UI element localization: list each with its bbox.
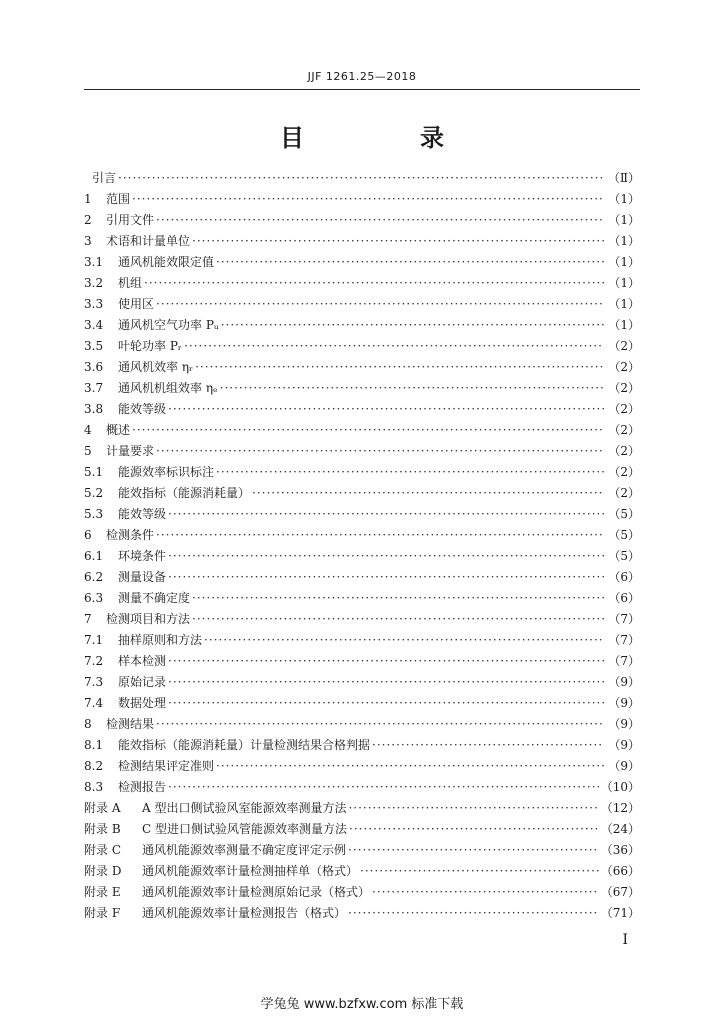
toc-entry-label: A 型出口侧试验风室能源效率测量方法 [142, 801, 347, 815]
toc-entry[interactable] [84, 294, 640, 315]
toc-entry[interactable] [84, 420, 640, 441]
toc-leader-dots [192, 231, 604, 252]
toc-leader-dots [195, 357, 604, 378]
toc-entry[interactable] [84, 777, 640, 798]
toc-entry-number: 3.4 [84, 318, 104, 332]
toc-entry[interactable] [84, 882, 640, 903]
toc-entry[interactable] [84, 651, 640, 672]
toc-entry-number: 3.5 [84, 339, 104, 353]
toc-entry-page: （7） [608, 612, 640, 626]
toc-leader-dots [192, 588, 604, 609]
toc-entry-page: （5） [608, 549, 640, 563]
toc-entry[interactable] [84, 357, 640, 378]
toc-entry-page: （2） [608, 486, 640, 500]
toc-entry-number: 7.4 [84, 696, 104, 710]
toc-leader-dots [156, 294, 604, 315]
toc-entry-page: （2） [608, 339, 640, 353]
table-of-contents [84, 168, 640, 924]
toc-entry-number: 3.8 [84, 402, 104, 416]
toc-entry-label: 引言 [92, 171, 117, 185]
toc-entry[interactable] [84, 273, 640, 294]
toc-entry[interactable] [84, 168, 640, 189]
toc-entry-number: 5.1 [84, 465, 104, 479]
toc-entry[interactable] [84, 588, 640, 609]
toc-entry-label: 通风机能源效率计量检测报告（格式） [142, 906, 347, 920]
toc-leader-dots [349, 819, 599, 840]
toc-entry-page: （9） [608, 759, 640, 773]
toc-entry-number: 6.2 [84, 570, 104, 584]
toc-entry[interactable] [84, 462, 640, 483]
toc-entry-page: （1） [608, 255, 640, 269]
toc-entry-label: C 型进口侧试验风管能源效率测量方法 [142, 822, 347, 836]
toc-entry-label: 通风机能效限定值 [118, 255, 215, 269]
toc-entry-page: （24） [600, 822, 640, 836]
toc-entry-number: 附录 A [84, 801, 121, 815]
toc-entry-number: 附录 C [84, 843, 121, 857]
toc-entry-page: （66） [600, 864, 640, 878]
toc-entry[interactable] [84, 567, 640, 588]
toc-entry[interactable] [84, 315, 640, 336]
toc-entry-label: 抽样原则和方法 [118, 633, 203, 647]
toc-entry-label: 能效指标（能源消耗量） [118, 486, 251, 500]
toc-leader-dots [168, 399, 604, 420]
toc-entry-number: 6.1 [84, 549, 104, 563]
toc-entry-page: （9） [608, 738, 640, 752]
toc-entry[interactable] [84, 630, 640, 651]
toc-entry[interactable] [84, 840, 640, 861]
toc-entry-page: （2） [608, 465, 640, 479]
toc-entry[interactable] [84, 798, 640, 819]
toc-leader-dots [220, 378, 604, 399]
toc-entry-label: 通风机空气功率 Pᵤ [118, 318, 219, 332]
toc-entry-page: （5） [608, 507, 640, 521]
toc-leader-dots [216, 462, 604, 483]
toc-entry-label: 能效指标（能源消耗量）计量检测结果合格判据 [118, 738, 371, 752]
toc-entry-page: （7） [608, 633, 640, 647]
toc-leader-dots [216, 252, 604, 273]
toc-entry-page: （2） [608, 360, 640, 374]
toc-entry-number: 5.2 [84, 486, 104, 500]
toc-entry[interactable] [84, 819, 640, 840]
toc-entry-page: （1） [608, 192, 640, 206]
toc-entry-number: 8.3 [84, 780, 104, 794]
toc-leader-dots [252, 483, 604, 504]
toc-entry-label: 术语和计量单位 [106, 234, 191, 248]
toc-entry-number: 4 [84, 423, 92, 437]
toc-entry-label: 原始记录 [118, 675, 167, 689]
toc-entry[interactable] [84, 861, 640, 882]
toc-leader-dots [216, 756, 604, 777]
toc-entry-number: 附录 B [84, 822, 121, 836]
toc-entry-page: （6） [608, 591, 640, 605]
toc-entry-page: （2） [608, 444, 640, 458]
toc-leader-dots [204, 630, 604, 651]
toc-entry[interactable] [84, 378, 640, 399]
toc-entry[interactable] [84, 399, 640, 420]
toc-entry-number: 8.1 [84, 738, 104, 752]
toc-leader-dots [144, 273, 604, 294]
toc-entry-label: 通风机效率 ηᵣ [118, 360, 194, 374]
toc-entry-number: 1 [84, 192, 92, 206]
toc-entry-label: 检测项目和方法 [106, 612, 191, 626]
toc-entry-page: （71） [600, 906, 640, 920]
toc-entry-number: 附录 E [84, 885, 121, 899]
toc-entry-page: （9） [608, 675, 640, 689]
toc-entry-label: 通风机能源效率测量不确定度评定示例 [142, 843, 347, 857]
toc-entry-page: （10） [600, 780, 640, 794]
toc-entry-number: 附录 F [84, 906, 121, 920]
toc-leader-dots [348, 840, 599, 861]
toc-entry[interactable] [84, 546, 640, 567]
toc-entry-number: 6.3 [84, 591, 104, 605]
toc-entry-number: 6 [84, 528, 92, 542]
toc-entry-number: 3.6 [84, 360, 104, 374]
toc-entry-label: 测量设备 [118, 570, 167, 584]
toc-entry-page: （7） [608, 654, 640, 668]
toc-entry-page: （1） [608, 276, 640, 290]
toc-entry-label: 能效等级 [118, 507, 167, 521]
toc-entry-page: （9） [608, 696, 640, 710]
toc-entry-number: 3.2 [84, 276, 104, 290]
toc-entry-number: 5.3 [84, 507, 104, 521]
toc-entry-number: 7.2 [84, 654, 104, 668]
toc-entry-number: 7 [84, 612, 92, 626]
toc-entry-label: 检测结果 [106, 717, 155, 731]
toc-entry[interactable] [84, 231, 640, 252]
watermark-footer: 学兔兔 www.bzfxw.com 标准下载 [260, 997, 464, 1012]
toc-entry-page: （1） [608, 297, 640, 311]
toc-entry[interactable] [84, 756, 640, 777]
toc-leader-dots [168, 777, 599, 798]
toc-entry-number: 2 [84, 213, 92, 227]
toc-entry-label: 通风机机组效率 ηₑ [118, 381, 218, 395]
toc-leader-dots [372, 735, 604, 756]
toc-leader-dots [156, 210, 604, 231]
toc-leader-dots [348, 903, 599, 924]
toc-entry-label: 范围 [106, 192, 131, 206]
toc-entry-page: （2） [608, 381, 640, 395]
toc-entry[interactable] [84, 210, 640, 231]
toc-entry-label: 检测条件 [106, 528, 155, 542]
standard-code-header: JJF 1261.25—2018 [307, 70, 417, 83]
toc-entry[interactable] [84, 252, 640, 273]
header-rule [84, 89, 640, 90]
toc-entry-label: 引用文件 [106, 213, 155, 227]
page-title: 目 录 [280, 124, 490, 152]
toc-entry-number: 7.1 [84, 633, 104, 647]
toc-entry-label: 检测结果评定准则 [118, 759, 215, 773]
toc-entry-number: 附录 D [84, 864, 122, 878]
toc-entry[interactable] [84, 336, 640, 357]
toc-entry-label: 机组 [118, 276, 143, 290]
toc-entry[interactable] [84, 441, 640, 462]
toc-leader-dots [372, 882, 599, 903]
toc-entry-label: 测量不确定度 [118, 591, 191, 605]
toc-entry[interactable] [84, 693, 640, 714]
toc-entry-label: 叶轮功率 Pᵣ [118, 339, 183, 353]
toc-leader-dots [118, 168, 604, 189]
toc-entry-label: 能效等级 [118, 402, 167, 416]
toc-leader-dots [156, 525, 604, 546]
toc-entry-page: （5） [608, 528, 640, 542]
toc-entry[interactable] [84, 672, 640, 693]
toc-entry-label: 样本检测 [118, 654, 167, 668]
toc-leader-dots [192, 609, 604, 630]
toc-entry-page: （1） [608, 318, 640, 332]
toc-entry-label: 计量要求 [106, 444, 155, 458]
toc-entry[interactable] [84, 735, 640, 756]
toc-entry-page: （12） [600, 801, 640, 815]
toc-entry[interactable] [84, 903, 640, 924]
toc-leader-dots [168, 693, 604, 714]
toc-leader-dots [156, 441, 604, 462]
toc-leader-dots [168, 672, 604, 693]
toc-entry[interactable] [84, 504, 640, 525]
toc-entry-number: 3.1 [84, 255, 104, 269]
toc-entry[interactable] [84, 483, 640, 504]
toc-entry-page: （2） [608, 402, 640, 416]
toc-entry[interactable] [84, 714, 640, 735]
toc-leader-dots [168, 651, 604, 672]
toc-leader-dots [168, 504, 604, 525]
toc-entry-page: （67） [600, 885, 640, 899]
toc-entry-number: 3.3 [84, 297, 104, 311]
toc-entry-label: 数据处理 [118, 696, 167, 710]
toc-leader-dots [360, 861, 599, 882]
toc-leader-dots [156, 714, 604, 735]
toc-entry-label: 使用区 [118, 297, 155, 311]
toc-entry-label: 概述 [106, 423, 131, 437]
toc-entry-number: 8 [84, 717, 92, 731]
toc-entry[interactable] [84, 189, 640, 210]
toc-entry-number: 5 [84, 444, 92, 458]
toc-entry-page: （1） [608, 234, 640, 248]
toc-leader-dots [132, 189, 604, 210]
toc-leader-dots [168, 546, 604, 567]
toc-entry-page: （36） [600, 843, 640, 857]
toc-entry-label: 通风机能源效率计量检测抽样单（格式） [142, 864, 359, 878]
toc-leader-dots [132, 420, 604, 441]
toc-entry-number: 7.3 [84, 675, 104, 689]
toc-entry[interactable] [84, 609, 640, 630]
toc-entry-label: 通风机能源效率计量检测原始记录（格式） [142, 885, 371, 899]
toc-leader-dots [168, 567, 604, 588]
toc-entry-number: 3 [84, 234, 92, 248]
toc-entry-number: 3.7 [84, 381, 104, 395]
toc-entry-page: （6） [608, 570, 640, 584]
page-number: I [622, 932, 628, 948]
toc-entry-page: （Ⅱ） [607, 171, 640, 185]
toc-entry-label: 能源效率标识标注 [118, 465, 215, 479]
toc-leader-dots [221, 315, 604, 336]
toc-leader-dots [184, 336, 604, 357]
toc-entry-page: （2） [608, 423, 640, 437]
toc-entry-label: 检测报告 [118, 780, 167, 794]
toc-leader-dots [348, 798, 598, 819]
toc-entry-label: 环境条件 [118, 549, 167, 563]
toc-entry-page: （9） [608, 717, 640, 731]
toc-entry-page: （1） [608, 213, 640, 227]
toc-entry[interactable] [84, 525, 640, 546]
toc-entry-number: 8.2 [84, 759, 104, 773]
